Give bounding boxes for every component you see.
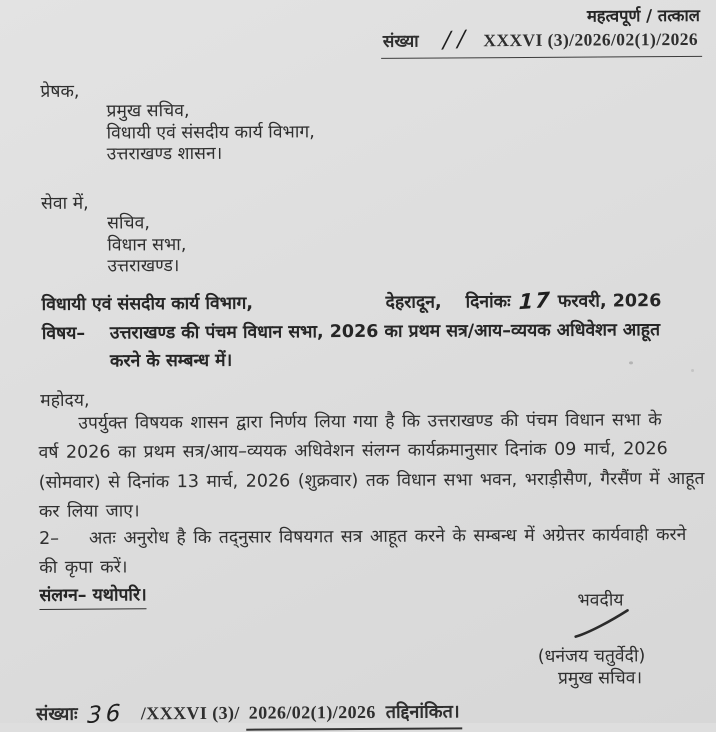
footer-ref-number: 2026/02(1)/2026 [248,701,376,723]
place-date-line [386,287,662,314]
body-line: की कृपा करें। [39,557,128,578]
sender-line: प्रमुख सचिव, [106,101,190,122]
recipient-line: सचिव, [107,213,150,234]
recipient-line: विधान सभा, [107,234,187,256]
handwritten-date-day: 17 [518,287,553,315]
enclosure-line: संलग्न– यथोपरि। [39,582,146,610]
subject-line: उत्तराखण्ड की पंचम विधान सभा, 2026 का प्रथम सत्र/आय–व्ययक अधिवेशन आहूत [109,320,661,344]
footer-ref-mid: /XXXVI (3)/ [140,702,240,724]
recipient-block [107,213,186,278]
signatory-name: (धनंजय चतुर्वेदी) [537,646,646,667]
handwritten-footer-number: 36 [87,700,126,730]
subject-label: विषय– [41,323,86,344]
closing-word: भवदीय [577,590,624,611]
scan-speck [691,369,694,372]
reference-number: XXXVI (3)/2026/02(1)/2026 [483,28,699,51]
place: देहरादून, [385,292,442,313]
recipient-label: सेवा में, [40,193,89,214]
department-line: विधायी एवं संसदीय कार्य विभाग, [41,293,254,315]
salutation: महोदय, [40,390,90,411]
date-label: दिनांकः [465,292,511,313]
footer-ref-label: संख्याः [36,703,78,725]
sender-label: प्रेषक, [40,81,80,102]
body-paragraph-1 [38,406,705,527]
subject-line: करने के सम्बन्ध में। [109,350,233,372]
footer-ref-underlined [246,699,463,730]
handwritten-ref-slashes: // [442,26,472,54]
footer-reference-line [36,697,463,732]
priority-tag: महत्वपूर्ण / तत्काल [586,5,700,26]
body-paragraph-2 [39,521,687,583]
footer-ref-suffix: तद्दिनांकित। [385,701,460,723]
date-rest: फरवरी, 2026 [557,291,662,312]
sender-line: विधायी एवं संसदीय कार्य विभाग, [106,121,315,144]
scan-speck [629,361,633,364]
subject-text [110,317,661,375]
reference-label: संख्या [382,31,419,52]
body-line [39,521,687,554]
recipient-line: उत्तराखण्ड। [107,256,180,277]
body-line-text: अतः अनुरोध है कि तद्नुसार विषयगत सत्र आहूत करने के सम्बन्ध में अग्रेत्तर कार्यवाही करने [88,524,687,549]
paragraph-marker: 2– [39,528,60,549]
body-line: वर्ष 2026 का प्रथम सत्र/आय–व्ययक अधिवेशन संलग्न कार्यक्रमानुसार दिनांक 09 मार्च, 2026 [38,439,668,464]
body-line: कर लिया जाए। [38,501,140,522]
body-line: (सोमवार) से दिनांक 13 मार्च, 2026 (शुक्रवार) तक विधान सभा भवन, भराड़ीसैण, गैरसैंण में आहूत [38,468,705,493]
sender-block [106,100,315,166]
reference-number-line [381,26,702,59]
signature-stroke [549,604,639,643]
body-line: उपर्युक्त विषयक शासन द्वारा निर्णय लिया गया है कि उत्तराखण्ड की पंचम विधान सभा के [78,410,662,434]
signatory-title: प्रमुख सचिव। [557,668,643,689]
sender-line: उत्तराखण्ड शासन। [106,143,223,165]
